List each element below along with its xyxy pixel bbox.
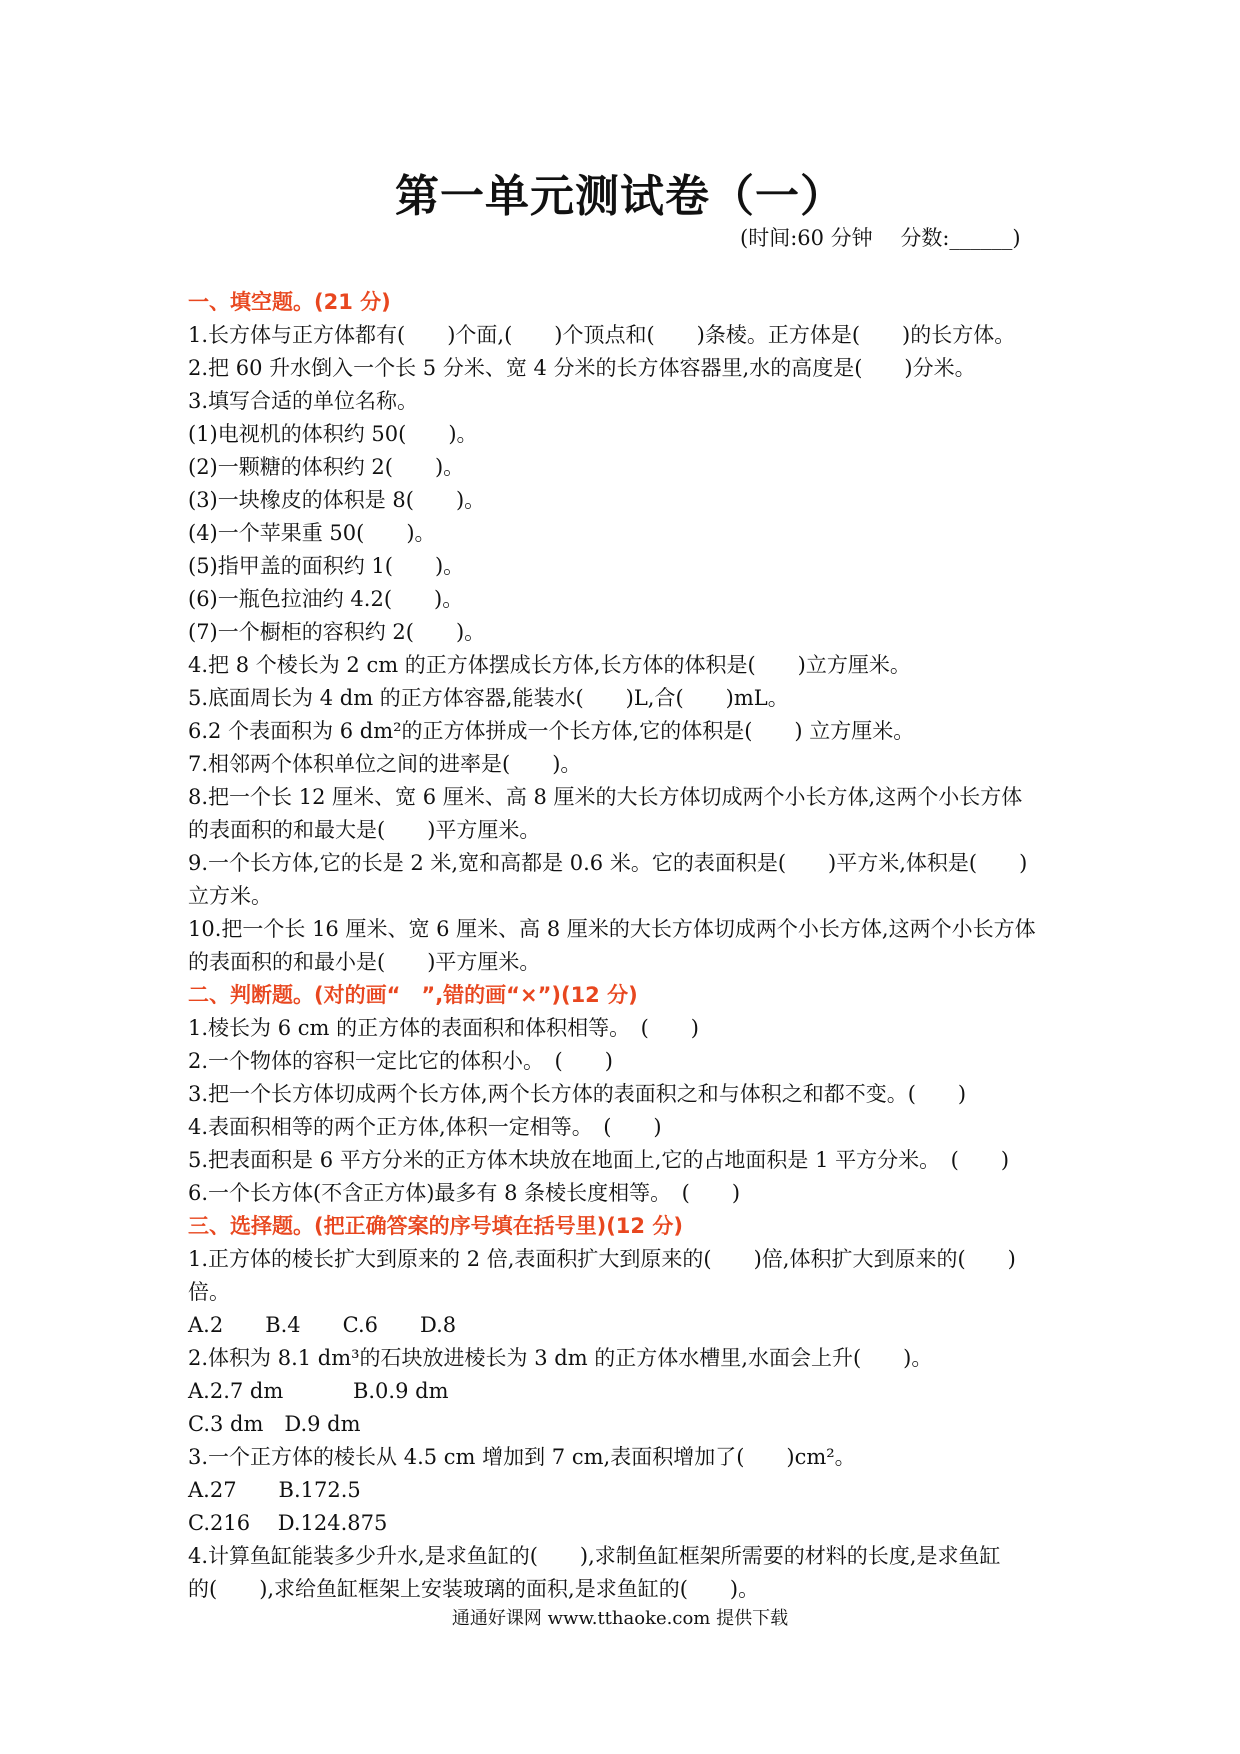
question-line: A.2 B.4 C.6 D.8: [188, 1313, 457, 1337]
question-line: 4.把 8 个棱长为 2 cm 的正方体摆成长方体,长方体的体积是( )立方厘米。: [188, 653, 911, 677]
question-line: 1.正方体的棱长扩大到原来的 2 倍,表面积扩大到原来的( )倍,体积扩大到原来的( ): [188, 1247, 1016, 1271]
question-line: 3.一个正方体的棱长从 4.5 cm 增加到 7 cm,表面积增加了( )cm²。: [188, 1445, 856, 1469]
footer-source: 通通好课网 www.tthaoke.com 提供下载: [451, 1608, 789, 1629]
question-line: (4)一个苹果重 50( )。: [188, 521, 436, 545]
section-heading: 三、选择题。(把正确答案的序号填在括号里)(12 分): [188, 1214, 683, 1238]
question-line: C.216 D.124.875: [188, 1511, 388, 1535]
question-line: 的表面积的和最大是( )平方厘米。: [188, 818, 541, 842]
question-line: 2.把 60 升水倒入一个长 5 分米、宽 4 分米的长方体容器里,水的高度是( )分米。: [188, 356, 976, 380]
question-line: 3.把一个长方体切成两个长方体,两个长方体的表面积之和与体积之和都不变。( ): [188, 1082, 967, 1106]
question-line: 5.把表面积是 6 平方分米的正方体木块放在地面上,它的占地面积是 1 平方分米。 ( ): [188, 1148, 1010, 1172]
question-list: [188, 286, 1068, 1606]
question-line: 2.一个物体的容积一定比它的体积小。 ( ): [188, 1049, 613, 1073]
question-line: 1.棱长为 6 cm 的正方体的表面积和体积相等。 ( ): [188, 1016, 699, 1040]
question-line: (5)指甲盖的面积约 1( )。: [188, 554, 465, 578]
question-line: (2)一颗糖的体积约 2( )。: [188, 455, 465, 479]
question-line: 1.长方体与正方体都有( )个面,( )个顶点和( )条棱。正方体是( )的长方体。: [188, 323, 1016, 347]
question-line: C.3 dm D.9 dm: [188, 1412, 361, 1436]
question-line: (1)电视机的体积约 50( )。: [188, 422, 478, 446]
question-line: 10.把一个长 16 厘米、宽 6 厘米、高 8 厘米的大长方体切成两个小长方体,这两个小长方体: [188, 917, 1036, 941]
question-line: (7)一个橱柜的容积约 2( )。: [188, 620, 486, 644]
question-line: 2.体积为 8.1 dm³的石块放进棱长为 3 dm 的正方体水槽里,水面会上升( )。: [188, 1346, 933, 1370]
question-line: (3)一块橡皮的体积是 8( )。: [188, 488, 486, 512]
question-line: 8.把一个长 12 厘米、宽 6 厘米、高 8 厘米的大长方体切成两个小长方体,这两个小长方体: [188, 785, 1023, 809]
question-line: 立方米。: [188, 884, 272, 908]
question-line: 的( ),求给鱼缸框架上安装玻璃的面积,是求鱼缸的( )。: [188, 1577, 760, 1601]
section-heading: 一、填空题。(21 分): [188, 290, 391, 314]
question-line: A.27 B.172.5: [188, 1478, 361, 1502]
section-heading: 二、判断题。(对的画“ ”,错的画“×”)(12 分): [188, 983, 638, 1007]
page-title: 第一单元测试卷（一）: [395, 171, 845, 222]
question-line: 的表面积的和最小是( )平方厘米。: [188, 950, 541, 974]
question-line: A.2.7 dm B.0.9 dm: [188, 1379, 449, 1403]
time-score-line: (时间:60 分钟 分数:______): [740, 226, 1021, 250]
question-line: 4.表面积相等的两个正方体,体积一定相等。 ( ): [188, 1115, 662, 1139]
question-line: 倍。: [188, 1280, 230, 1304]
question-line: 7.相邻两个体积单位之间的进率是( )。: [188, 752, 582, 776]
question-line: 5.底面周长为 4 dm 的正方体容器,能装水( )L,合( )mL。: [188, 686, 789, 710]
question-line: 9.一个长方体,它的长是 2 米,宽和高都是 0.6 米。它的表面积是( )平方米,体积是( ): [188, 851, 1028, 875]
question-line: 6.一个长方体(不含正方体)最多有 8 条棱长度相等。 ( ): [188, 1181, 741, 1205]
question-line: (6)一瓶色拉油约 4.2( )。: [188, 587, 464, 611]
question-line: 6.2 个表面积为 6 dm²的正方体拼成一个长方体,它的体积是( ) 立方厘米。: [188, 719, 915, 743]
question-line: 4.计算鱼缸能装多少升水,是求鱼缸的( ),求制鱼缸框架所需要的材料的长度,是求鱼缸: [188, 1544, 1001, 1568]
question-line: 3.填写合适的单位名称。: [188, 389, 419, 413]
